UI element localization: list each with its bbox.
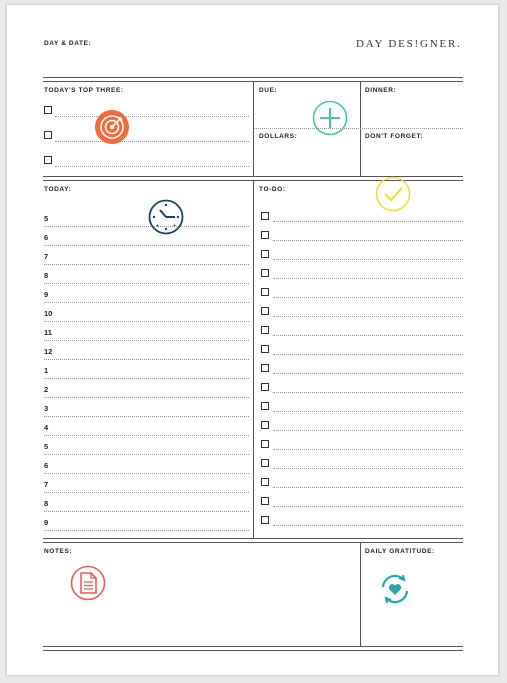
top-three-line-1 [55,116,249,117]
hour-label: 2 [44,385,49,394]
daily-gratitude-label: DAILY GRATITUDE: [365,548,435,555]
hour-label: 5 [44,214,49,223]
todo-checkbox[interactable] [261,250,269,258]
top-three-checkbox-1[interactable] [44,106,52,114]
hour-label: 9 [44,290,49,299]
todo-checkbox[interactable] [261,307,269,315]
hour-label: 12 [44,347,53,356]
hour-label: 6 [44,233,49,242]
hour-line [44,245,249,246]
hour-label: 8 [44,499,49,508]
todo-line [273,297,463,298]
hour-line [44,530,249,531]
checkmark-icon [375,176,411,212]
divider-bottom [360,542,361,646]
todo-checkbox[interactable] [261,326,269,334]
top-three-label: TODAY'S TOP THREE: [44,87,124,94]
hour-label: 6 [44,461,49,470]
todo-line [273,354,463,355]
todo-checkbox[interactable] [261,269,269,277]
hour-label: 5 [44,442,49,451]
todo-line [273,411,463,412]
day-date-label: DAY & DATE: [44,40,92,47]
hour-line [44,511,249,512]
hour-label: 8 [44,271,49,280]
hour-line [44,492,249,493]
hour-line [44,473,249,474]
todo-checkbox[interactable] [261,402,269,410]
todo-line [273,316,463,317]
heart-cycle-icon [377,571,413,607]
top-three-line-2 [55,141,249,142]
brand-logo: DAY DES!GNER. [356,38,462,50]
document-icon [70,565,106,601]
todo-line [273,525,463,526]
rule-lower [43,538,463,543]
rule-bottom [43,646,463,651]
todo-line [273,221,463,222]
today-label: TODAY: [44,186,72,193]
hour-label: 7 [44,480,49,489]
hour-line [44,283,249,284]
notes-label: NOTES: [44,548,73,555]
hour-line [44,340,249,341]
dinner-label: DINNER: [365,87,397,94]
todo-checkbox[interactable] [261,288,269,296]
todo-line [273,335,463,336]
dont-forget-label: DON'T FORGET: [365,133,424,140]
divider-middle [253,180,254,538]
todo-checkbox[interactable] [261,440,269,448]
hour-line [44,302,249,303]
todo-line [273,392,463,393]
todo-checkbox[interactable] [261,459,269,467]
hour-label: 3 [44,404,49,413]
hour-line [44,378,249,379]
todo-checkbox[interactable] [261,345,269,353]
hour-line [44,264,249,265]
todo-checkbox[interactable] [261,231,269,239]
hour-line [44,226,249,227]
todo-line [273,449,463,450]
todo-checkbox[interactable] [261,383,269,391]
hour-label: 9 [44,518,49,527]
hour-label: 7 [44,252,49,261]
hour-label: 10 [44,309,53,318]
hour-line [44,416,249,417]
todo-line [273,373,463,374]
todo-label: TO-DO: [259,186,286,193]
due-label: DUE: [259,87,278,94]
hour-label: 1 [44,366,49,375]
todo-line [273,487,463,488]
plus-icon [312,100,348,136]
todo-checkbox[interactable] [261,497,269,505]
todo-line [273,506,463,507]
todo-line [273,240,463,241]
todo-checkbox[interactable] [261,212,269,220]
hour-label: 11 [44,328,52,337]
hour-line [44,359,249,360]
todo-line [273,430,463,431]
planner-sheet [7,5,498,675]
todo-checkbox[interactable] [261,516,269,524]
top-three-checkbox-3[interactable] [44,156,52,164]
due-dinner-separator [254,128,463,129]
todo-line [273,468,463,469]
hour-line [44,454,249,455]
hour-line [44,321,249,322]
todo-checkbox[interactable] [261,478,269,486]
dollars-label: DOLLARS: [259,133,298,140]
clock-icon [148,199,184,235]
todo-line [273,278,463,279]
hour-line [44,435,249,436]
top-three-checkbox-2[interactable] [44,131,52,139]
top-three-line-3 [55,166,249,167]
target-icon [94,109,130,145]
todo-checkbox[interactable] [261,421,269,429]
hour-label: 4 [44,423,49,432]
todo-checkbox[interactable] [261,364,269,372]
todo-line [273,259,463,260]
hour-line [44,397,249,398]
